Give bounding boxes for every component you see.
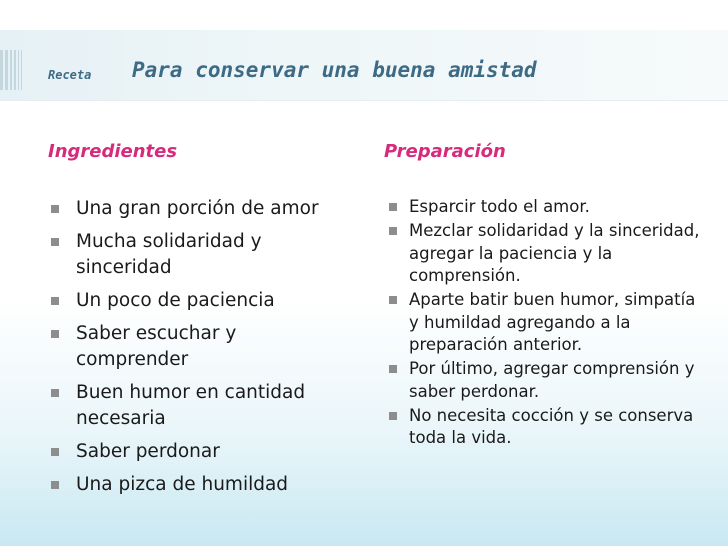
ingredient-text: Saber escuchar y comprender bbox=[76, 323, 237, 370]
square-bullet-icon bbox=[51, 448, 59, 456]
preparation-step bbox=[380, 196, 710, 219]
ingredient-item bbox=[42, 288, 342, 314]
ingredients-list bbox=[42, 196, 342, 505]
ingredient-item bbox=[42, 321, 342, 373]
square-bullet-icon bbox=[389, 365, 397, 373]
square-bullet-icon bbox=[51, 481, 59, 489]
ingredient-text: Un poco de paciencia bbox=[76, 290, 275, 311]
square-bullet-icon bbox=[51, 330, 59, 338]
square-bullet-icon bbox=[51, 389, 59, 397]
preparation-step bbox=[380, 289, 710, 357]
preparation-text: Aparte batir buen humor, simpatía y humildad agregando a la preparación anterior. bbox=[409, 290, 696, 354]
preparation-step bbox=[380, 358, 710, 403]
ingredients-heading: Ingredientes bbox=[48, 141, 178, 162]
square-bullet-icon bbox=[51, 205, 59, 213]
preparation-text: Mezclar solidaridad y la sinceridad, agregar la paciencia y la comprensión. bbox=[409, 221, 700, 285]
preparation-heading: Preparación bbox=[384, 141, 506, 162]
ingredient-item bbox=[42, 229, 342, 281]
ingredient-item bbox=[42, 196, 342, 222]
ingredient-item bbox=[42, 380, 342, 432]
ingredient-text: Una pizca de humildad bbox=[76, 474, 289, 495]
decorative-stripes bbox=[0, 50, 24, 90]
ingredient-text: Una gran porción de amor bbox=[76, 198, 319, 219]
ingredient-text: Buen humor en cantidad necesaria bbox=[76, 382, 306, 429]
title-band bbox=[0, 30, 728, 101]
preparation-step bbox=[380, 220, 710, 288]
ingredient-text: Mucha solidaridad y sinceridad bbox=[76, 231, 262, 278]
preparation-text: No necesita cocción y se conserva toda la vida. bbox=[409, 405, 694, 447]
preparation-list bbox=[380, 196, 710, 451]
page-title: Para conservar una buena amistad bbox=[132, 58, 537, 82]
preparation-step bbox=[380, 405, 710, 450]
square-bullet-icon bbox=[51, 238, 59, 246]
preparation-text: Por último, agregar comprensión y saber perdonar. bbox=[409, 359, 695, 401]
square-bullet-icon bbox=[389, 412, 397, 420]
square-bullet-icon bbox=[51, 297, 59, 305]
recipe-label: Receta bbox=[48, 68, 92, 82]
ingredient-item bbox=[42, 439, 342, 465]
square-bullet-icon bbox=[389, 227, 397, 235]
square-bullet-icon bbox=[389, 296, 397, 304]
ingredient-item bbox=[42, 472, 342, 498]
square-bullet-icon bbox=[389, 203, 397, 211]
preparation-text: Esparcir todo el amor. bbox=[409, 197, 590, 216]
ingredient-text: Saber perdonar bbox=[76, 441, 220, 462]
